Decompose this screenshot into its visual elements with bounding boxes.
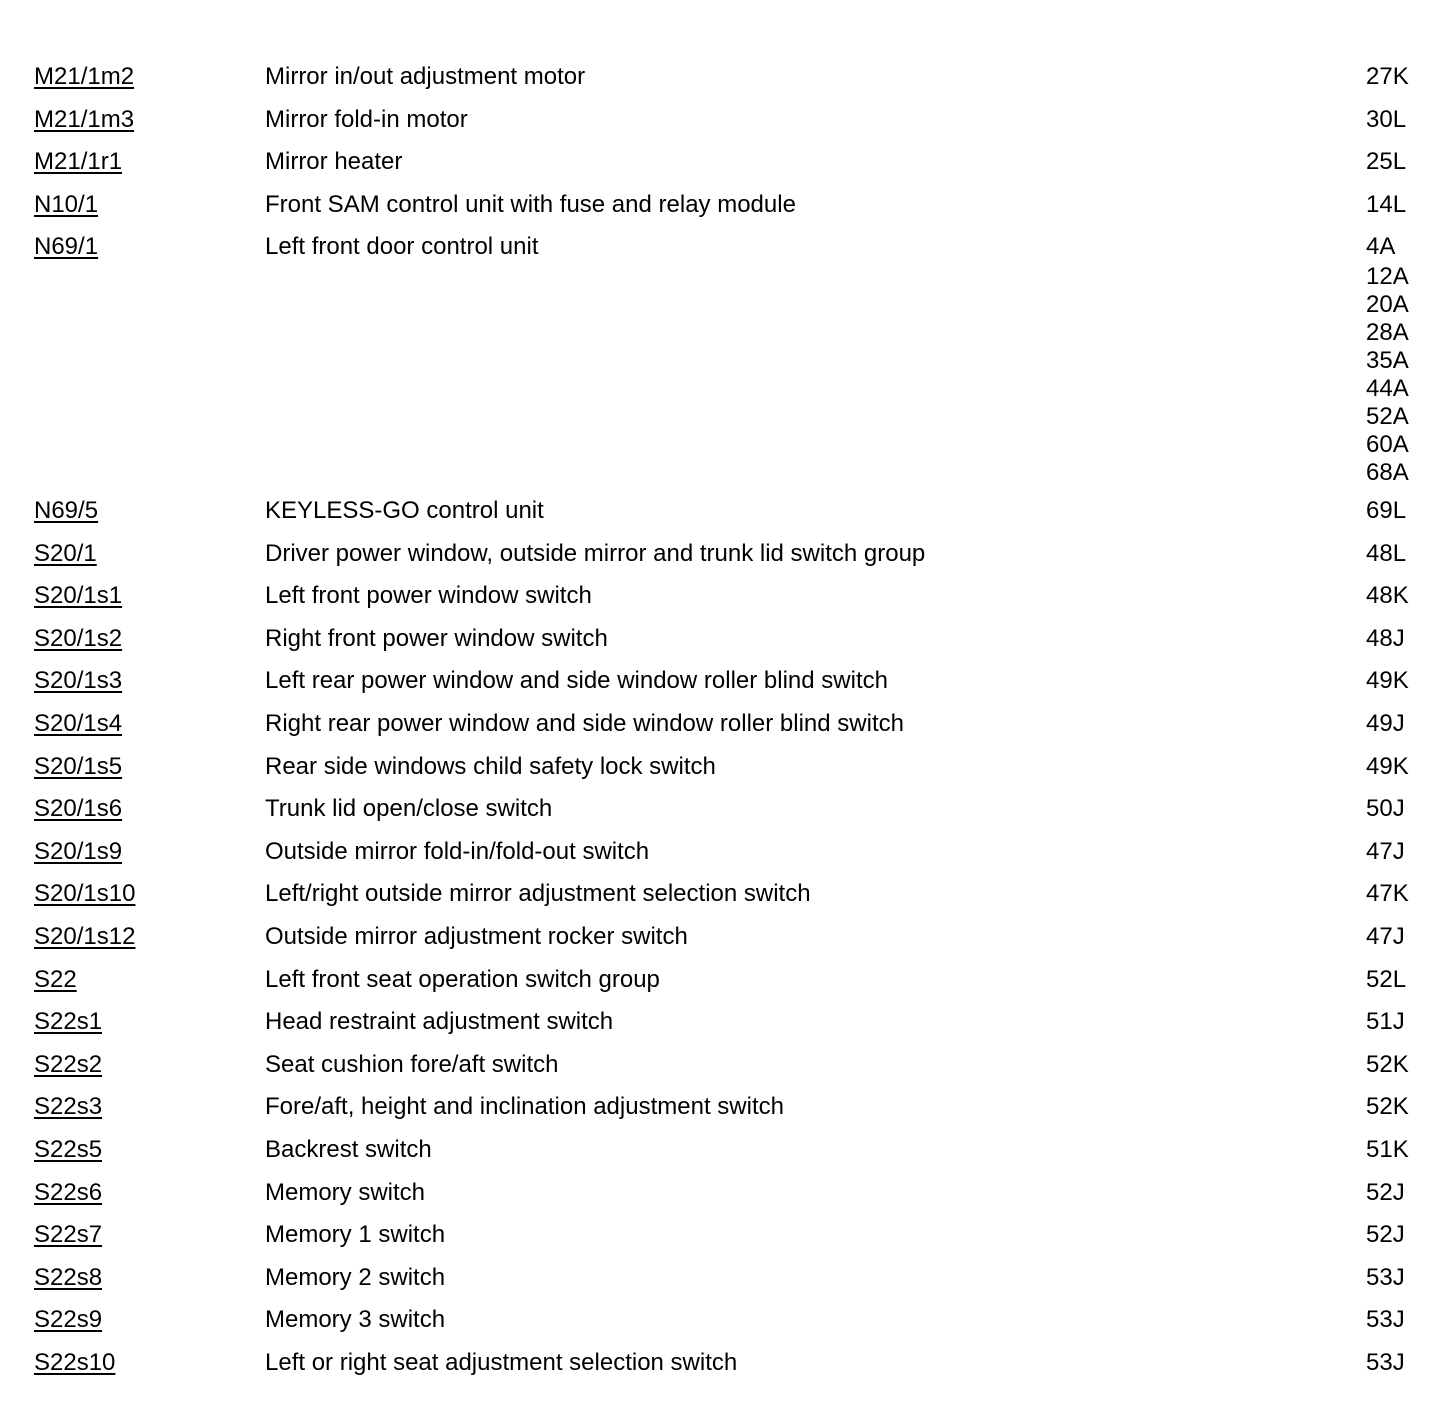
component-code-link[interactable]: S20/1s9 bbox=[34, 837, 123, 865]
grid-location: 20A bbox=[1366, 291, 1409, 319]
grid-location-list bbox=[1366, 1134, 1409, 1166]
grid-location-list bbox=[1366, 921, 1405, 953]
grid-location: 44A bbox=[1366, 375, 1409, 403]
grid-location: 49J bbox=[1366, 710, 1405, 737]
component-description: Outside mirror fold-in/fold-out switch bbox=[265, 837, 650, 865]
component-code-link[interactable]: S22s10 bbox=[34, 1349, 116, 1376]
component-description: Left rear power window and side window roller blind switch bbox=[265, 667, 888, 695]
grid-location: 28A bbox=[1366, 319, 1409, 347]
component-code-link[interactable]: S22s2 bbox=[34, 1050, 103, 1078]
grid-location: 60A bbox=[1366, 431, 1409, 459]
component-code-link[interactable]: N69/5 bbox=[34, 497, 99, 524]
component-code-link[interactable]: S20/1s1 bbox=[34, 582, 123, 610]
grid-location: 48K bbox=[1366, 582, 1409, 610]
grid-location-list bbox=[1366, 146, 1406, 178]
component-description: Left front power window switch bbox=[265, 582, 592, 610]
grid-location: 4A bbox=[1366, 233, 1396, 261]
grid-location: 51J bbox=[1366, 1008, 1405, 1036]
component-description: Memory 2 switch bbox=[265, 1263, 446, 1291]
grid-location: 53J bbox=[1366, 1349, 1405, 1376]
grid-location: 68A bbox=[1366, 459, 1409, 487]
component-code-link[interactable]: S20/1s12 bbox=[34, 923, 136, 950]
component-description: Backrest switch bbox=[265, 1136, 432, 1163]
component-code-link[interactable]: S20/1s6 bbox=[34, 795, 123, 823]
grid-location: 52J bbox=[1366, 1221, 1405, 1249]
grid-location: 52K bbox=[1366, 1050, 1409, 1078]
component-description: Left/right outside mirror adjustment selection switch bbox=[265, 880, 811, 908]
grid-location: 47J bbox=[1366, 923, 1405, 950]
component-description: Front SAM control unit with fuse and relay module bbox=[265, 190, 796, 218]
component-code-link[interactable]: M21/1m2 bbox=[34, 63, 135, 90]
component-description: Right rear power window and side window roller blind switch bbox=[265, 710, 904, 737]
grid-location-list bbox=[1366, 538, 1406, 570]
grid-location: 48L bbox=[1366, 539, 1407, 567]
grid-location-list bbox=[1366, 878, 1409, 910]
grid-location-list bbox=[1366, 495, 1406, 527]
grid-location: 49K bbox=[1366, 752, 1409, 780]
grid-location: 52L bbox=[1366, 965, 1407, 993]
component-description: Memory 1 switch bbox=[265, 1221, 446, 1249]
component-description: Driver power window, outside mirror and trunk lid switch group bbox=[265, 539, 926, 567]
component-code-link[interactable]: S22 bbox=[34, 965, 77, 993]
component-code-link[interactable]: S20/1 bbox=[34, 539, 97, 567]
grid-location: 51K bbox=[1366, 1136, 1409, 1163]
grid-location-list bbox=[1366, 580, 1409, 612]
component-description: Outside mirror adjustment rocker switch bbox=[265, 923, 688, 950]
grid-location-list bbox=[1366, 61, 1409, 93]
grid-location: 52K bbox=[1366, 1093, 1409, 1121]
grid-location-list bbox=[1366, 104, 1406, 136]
grid-location: 47J bbox=[1366, 837, 1405, 865]
component-description: Mirror heater bbox=[265, 148, 403, 176]
grid-location-list bbox=[1366, 1262, 1405, 1294]
component-description: Head restraint adjustment switch bbox=[265, 1008, 614, 1036]
grid-location-list bbox=[1366, 751, 1409, 783]
grid-location-list bbox=[1366, 665, 1409, 697]
component-description: Memory switch bbox=[265, 1178, 426, 1206]
grid-location: 52A bbox=[1366, 403, 1409, 431]
component-code-link[interactable]: S20/1s10 bbox=[34, 880, 136, 908]
grid-location: 69L bbox=[1366, 497, 1407, 524]
grid-location-list bbox=[1366, 708, 1405, 740]
grid-location-list bbox=[1366, 231, 1409, 487]
component-code-link[interactable]: S22s7 bbox=[34, 1221, 103, 1249]
component-description: Memory 3 switch bbox=[265, 1306, 446, 1334]
grid-location-list bbox=[1366, 1304, 1405, 1336]
grid-location-list bbox=[1366, 623, 1405, 655]
component-description: Fore/aft, height and inclination adjustment switch bbox=[265, 1093, 784, 1121]
component-description: Left or right seat adjustment selection switch bbox=[265, 1349, 738, 1376]
component-code-link[interactable]: M21/1r1 bbox=[34, 148, 123, 176]
grid-location: 25L bbox=[1366, 148, 1407, 176]
grid-location: 50J bbox=[1366, 795, 1405, 823]
grid-location: 47K bbox=[1366, 880, 1409, 908]
component-description: Left front seat operation switch group bbox=[265, 965, 660, 993]
grid-location-list bbox=[1366, 189, 1406, 221]
component-code-link[interactable]: S22s3 bbox=[34, 1093, 103, 1121]
component-code-link[interactable]: M21/1m3 bbox=[34, 105, 135, 133]
grid-location: 35A bbox=[1366, 347, 1409, 375]
component-code-link[interactable]: S22s5 bbox=[34, 1136, 103, 1163]
component-code-link[interactable]: S22s1 bbox=[34, 1008, 103, 1036]
component-code-link[interactable]: S22s9 bbox=[34, 1306, 103, 1334]
grid-location-list bbox=[1366, 964, 1406, 996]
component-code-link[interactable]: S20/1s4 bbox=[34, 710, 123, 737]
component-code-link[interactable]: N10/1 bbox=[34, 190, 99, 218]
grid-location: 12A bbox=[1366, 263, 1409, 291]
component-description: KEYLESS-GO control unit bbox=[265, 497, 544, 524]
grid-location: 48J bbox=[1366, 624, 1405, 652]
grid-location-list bbox=[1366, 1049, 1409, 1081]
grid-location-list bbox=[1366, 1091, 1409, 1123]
grid-location: 53J bbox=[1366, 1263, 1405, 1291]
component-description: Left front door control unit bbox=[265, 233, 539, 261]
grid-location-list bbox=[1366, 1177, 1405, 1209]
grid-location-list bbox=[1366, 836, 1405, 868]
component-code-link[interactable]: N69/1 bbox=[34, 233, 99, 261]
component-code-link[interactable]: S22s8 bbox=[34, 1263, 103, 1291]
grid-location: 27K bbox=[1366, 63, 1409, 90]
grid-location: 14L bbox=[1366, 190, 1407, 218]
grid-location-list bbox=[1366, 1219, 1405, 1251]
component-code-link[interactable]: S22s6 bbox=[34, 1178, 103, 1206]
grid-location: 53J bbox=[1366, 1306, 1405, 1334]
grid-location-list bbox=[1366, 793, 1405, 825]
grid-location: 52J bbox=[1366, 1178, 1405, 1206]
component-description: Seat cushion fore/aft switch bbox=[265, 1050, 559, 1078]
component-description: Trunk lid open/close switch bbox=[265, 795, 553, 823]
component-description: Right front power window switch bbox=[265, 624, 608, 652]
component-code-link[interactable]: S20/1s5 bbox=[34, 752, 123, 780]
component-code-link[interactable]: S20/1s2 bbox=[34, 624, 123, 652]
component-description: Mirror in/out adjustment motor bbox=[265, 63, 586, 90]
grid-location: 30L bbox=[1366, 105, 1407, 133]
component-description: Rear side windows child safety lock switch bbox=[265, 752, 716, 780]
grid-location-list bbox=[1366, 1006, 1405, 1038]
component-code-link[interactable]: S20/1s3 bbox=[34, 667, 123, 695]
component-description: Mirror fold-in motor bbox=[265, 105, 468, 133]
grid-location-list bbox=[1366, 1347, 1405, 1379]
grid-location: 49K bbox=[1366, 667, 1409, 695]
